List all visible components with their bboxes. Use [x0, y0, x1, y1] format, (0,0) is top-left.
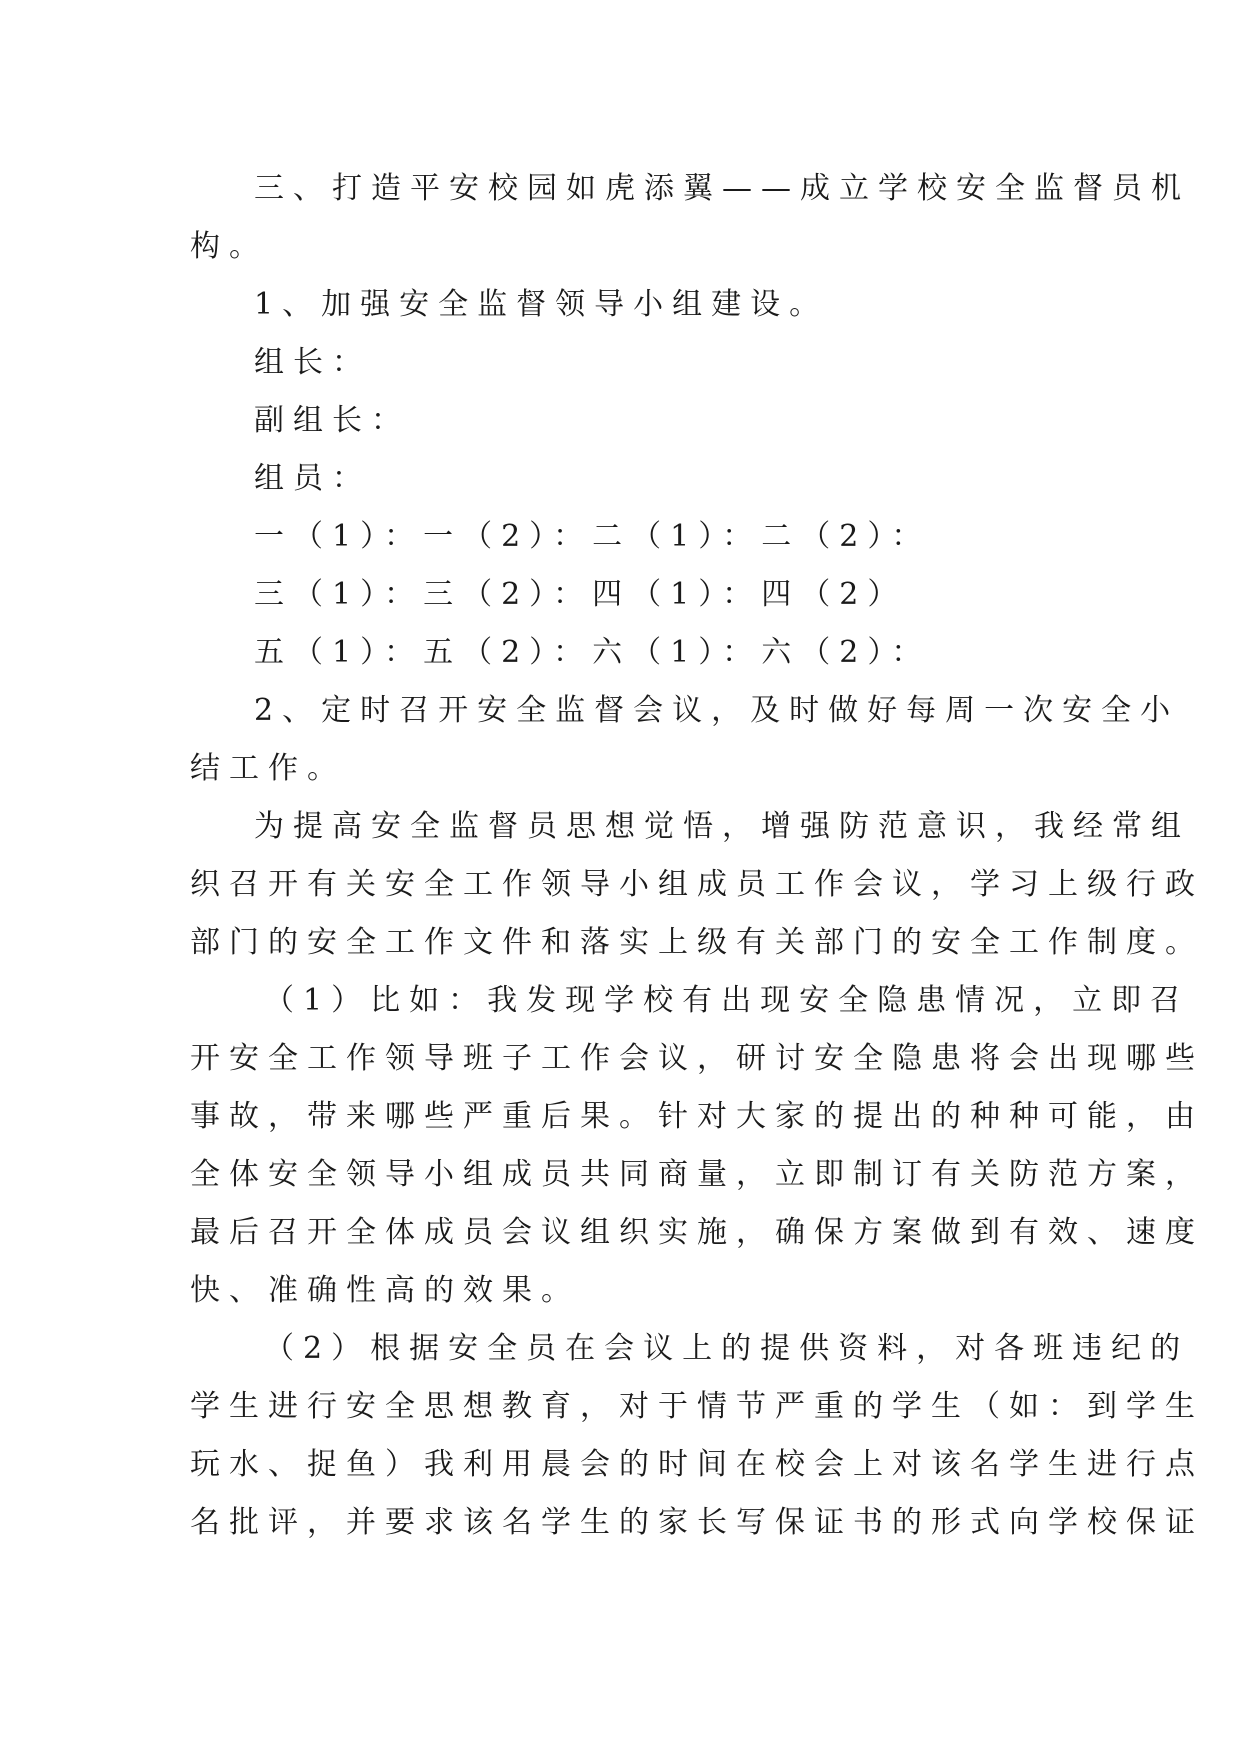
- group-leader-label: 组长：: [254, 345, 371, 380]
- members-row-3: 五（1）：五（2）：六（1）：六（2）：: [254, 635, 931, 670]
- item-2-heading-line-2: 结工作。: [190, 751, 346, 786]
- paragraph-2-line-1: （1）比如：我发现学校有出现安全隐患情况，立即召: [264, 983, 1190, 1018]
- paragraph-2-line-4: 全体安全领导小组成员共同商量，立即制订有关防范方案，: [190, 1157, 1204, 1192]
- paragraph-3-line-4: 名批评，并要求该名学生的家长写保证书的形式向学校保证: [190, 1505, 1204, 1540]
- members-label: 组员：: [254, 461, 371, 496]
- paragraph-3-line-3: 玩水、捉鱼）我利用晨会的时间在校会上对该名学生进行点: [190, 1447, 1204, 1482]
- paragraph-3-line-1: （2）根据安全员在会议上的提供资料，对各班违纪的: [264, 1331, 1190, 1366]
- deputy-leader-label: 副组长：: [254, 403, 410, 438]
- members-row-2: 三（1）：三（2）：四（1）：四（2）: [254, 577, 907, 612]
- paragraph-2-line-3: 事故，带来哪些严重后果。针对大家的提出的种种可能，由: [190, 1099, 1204, 1134]
- paragraph-1-line-1: 为提高安全监督员思想觉悟，增强防范意识，我经常组: [254, 809, 1190, 844]
- paragraph-1-line-3: 部门的安全工作文件和落实上级有关部门的安全工作制度。: [190, 925, 1204, 960]
- paragraph-2-line-5: 最后召开全体成员会议组织实施，确保方案做到有效、速度: [190, 1215, 1204, 1250]
- paragraph-2-line-2: 开安全工作领导班子工作会议，研讨安全隐患将会出现哪些: [190, 1041, 1204, 1076]
- item-2-heading-line-1: 2、定时召开安全监督会议，及时做好每周一次安全小: [254, 693, 1180, 728]
- paragraph-3-line-2: 学生进行安全思想教育，对于情节严重的学生（如：到学生: [190, 1389, 1204, 1424]
- paragraph-1-line-2: 织召开有关安全工作领导小组成员工作会议，学习上级行政: [190, 867, 1204, 902]
- item-1-heading: 1、加强安全监督领导小组建设。: [254, 287, 829, 322]
- section-heading-line-2: 构。: [190, 229, 268, 264]
- paragraph-2-line-6: 快、准确性高的效果。: [190, 1273, 580, 1308]
- document-body: [190, 160, 1204, 1552]
- members-row-1: 一（1）：一（2）：二（1）：二（2）：: [254, 519, 931, 554]
- section-heading-line-1: 三、打造平安校园如虎添翼——成立学校安全监督员机: [254, 171, 1190, 206]
